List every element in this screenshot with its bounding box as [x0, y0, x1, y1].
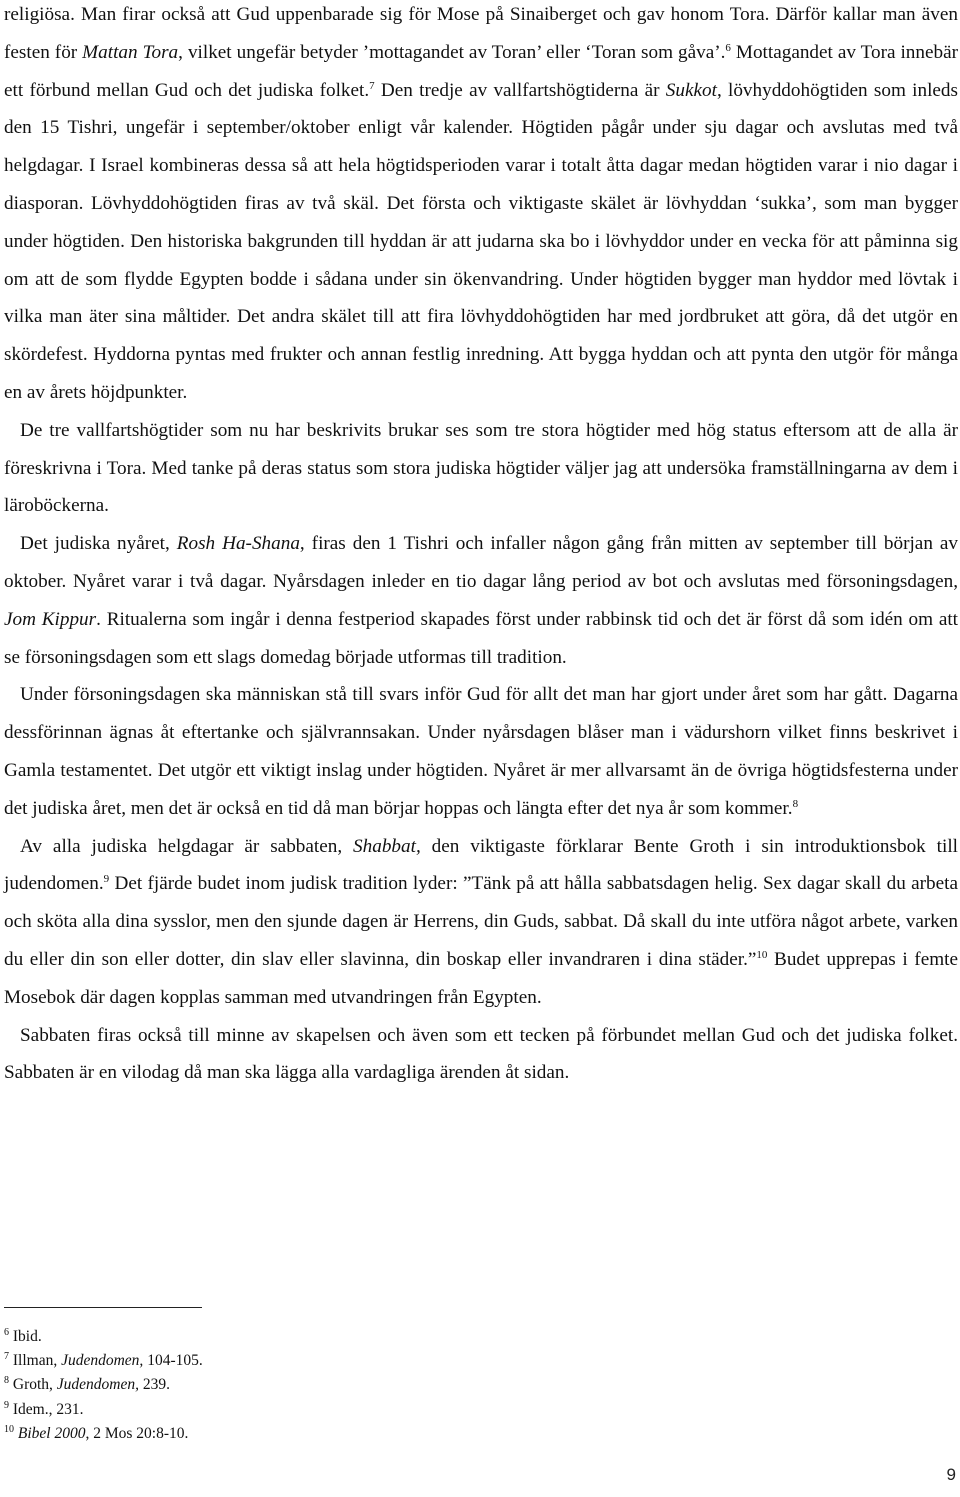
italic-term: Sukkot — [665, 79, 717, 101]
footnote-ref: 6 — [725, 41, 731, 54]
italic-term: Shabbat, — [353, 835, 421, 857]
footnote-separator — [4, 1307, 202, 1308]
footnotes — [4, 1325, 604, 1446]
text-run: Det judiska nyåret, — [20, 533, 177, 555]
text-run: , lövhyddohögtiden som inleds den 15 Tishri, ungefär i september/oktober enligt vår kalender. Högtiden pågår under sju dagar och avslutas med två helgdagar. I Israel kombineras dessa så att hela högtidsperioden varar i totalt åtta dagar medan högtiden varar i nio dagar i diasporan. Lövhyddohögtiden firas av två skäl. Det första och viktigaste skälet är lövhyddan ‘sukka’, som man bygger under högtiden. Den historiska bakgrunden till hyddan är att judarna ska bo i lövhyddor under en vecka för att påminna sig om att de som flydde Egypten bodde i sådana under sin ökenvandring. Under högtiden bygger man hyddor med lövtak i vilka man äter sina måltider. Det andra skälet till att fira lövhyddohögtiden har med jordbruket att göra, då det utgör en skördefest. Hyddorna pyntas med frukter och annan festlig inredning. Att bygga hyddan och att pynta den utgör för många en av årets höjdpunkter. — [4, 79, 958, 403]
footnote-number: 8 — [4, 1375, 9, 1387]
paragraph — [4, 828, 958, 1017]
text-run: De tre vallfartshögtider som nu har beskrivits brukar ses som tre stora högtider med hög status eftersom att de alla är föreskrivna i Tora. Med tanke på deras status som stora judiska högtider väljer jag att undersöka framställningarna av dem i läroböckerna. — [4, 419, 958, 517]
paragraph — [4, 1017, 958, 1093]
footnote-number: 7 — [4, 1351, 9, 1363]
footnote — [4, 1349, 604, 1373]
italic-term: Bibel 2000 — [17, 1424, 86, 1442]
text-run: Budet upprepas i femte Mosebok där dagen kopplas samman med utvandringen från Egypten. — [4, 948, 958, 1008]
paragraph — [4, 0, 958, 412]
text-run: , 2 Mos 20:8-10. — [85, 1424, 189, 1442]
text-run: den viktigaste förklarar Bente Groth i sin introduktionsbok till judendomen. — [4, 835, 958, 895]
text-run: . Ritualerna som ingår i denna festperiod skapades först under rabbinsk tid och det är först då som idén om att se försoningsdagen som ett slags domedag började utformas till tradition. — [4, 608, 959, 668]
text-run: Sabbaten firas också till minne av skapelsen och även som ett tecken på förbundet mellan Gud och det judiska folket. Sabbaten är en vilodag då man ska lägga alla vardagliga ärenden åt sidan. — [4, 1024, 958, 1084]
paragraph — [4, 525, 958, 676]
text-run: Ibid. — [12, 1328, 42, 1345]
text-run: Den tredje av vallfartshögtiderna är — [374, 79, 666, 101]
italic-term: Judendomen, — [61, 1352, 144, 1370]
footnote-number: 10 — [4, 1423, 14, 1435]
text-run: Mottagandet av Tora innebär ett förbund mellan Gud och det judiska folket. — [4, 41, 959, 101]
italic-term: Rosh Ha-Shana — [176, 533, 300, 555]
italic-term: Judendomen, — [56, 1376, 140, 1394]
footnote-ref: 10 — [756, 948, 768, 961]
text-run: Groth, — [12, 1376, 57, 1394]
footnote — [4, 1373, 604, 1397]
text-run: , firas den 1 Tishri och infaller någon gång från mitten av september till början av oktober. Nyåret varar i två dagar. Nyårsdagen inleder en tio dagar lång period av bot och avslutas med försoningsdagen, — [4, 533, 958, 592]
text-run: Under försoningsdagen ska människan stå till svars inför Gud för allt det man har gjort under året som har gått. Dagarna dessförinnan ägnas åt eftertanke och självrannsakan. Under nyårsdagen blåser man i vädurshorn vilket finns beskrivet i Gamla testamentet. Det utgör ett viktigt inslag under högtiden. Nyåret är mer allvarsamt än de övriga högtidsfesterna under det judiska året, men det är också en tid då man börjar hoppas och längta efter det nya år som kommer. — [4, 684, 958, 819]
body-text — [4, 0, 958, 1092]
text-run: Det fjärde budet inom judisk tradition lyder: ”Tänk på att hålla sabbatsdagen helig. Sex dagar skall du arbeta och sköta alla dina sysslor, men den sjunde dagen är Herrens, din Guds, sabbat. Då skall du inte utföra något arbete, varken du eller din son eller dotter, din slav eller slavinna, din boskap eller invandraren i dina städer.” — [4, 873, 958, 970]
text-run: Av alla judiska helgdagar är sabbaten, — [20, 835, 354, 857]
text-run: 104-105. — [143, 1352, 203, 1370]
footnote-number: 6 — [4, 1327, 9, 1338]
paragraph — [4, 676, 958, 827]
page-number: 9 — [946, 1465, 956, 1484]
footnote-ref: 7 — [369, 79, 375, 92]
text-run: , vilket ungefär betyder ’mottagandet av Toran’ eller ‘Toran som gåva’. — [178, 41, 726, 63]
footnote-ref: 9 — [103, 873, 110, 886]
footnote-ref: 8 — [792, 797, 799, 810]
text-run: 239. — [139, 1376, 171, 1394]
text-run: Idem., 231. — [12, 1400, 84, 1418]
footnote — [4, 1398, 604, 1422]
italic-term: Jom Kippur — [4, 608, 97, 630]
paragraph — [4, 412, 958, 525]
footnote — [4, 1325, 604, 1349]
italic-term: Mattan Tora — [82, 41, 179, 63]
text-run: Illman, — [12, 1352, 62, 1370]
footnote-number: 9 — [4, 1399, 9, 1411]
footnote — [4, 1422, 604, 1446]
text-run: religiösa. Man firar också att Gud uppenbarade sig för Mose på Sinaiberget och gav honom Tora. Därför kallar man även festen för — [4, 4, 958, 63]
